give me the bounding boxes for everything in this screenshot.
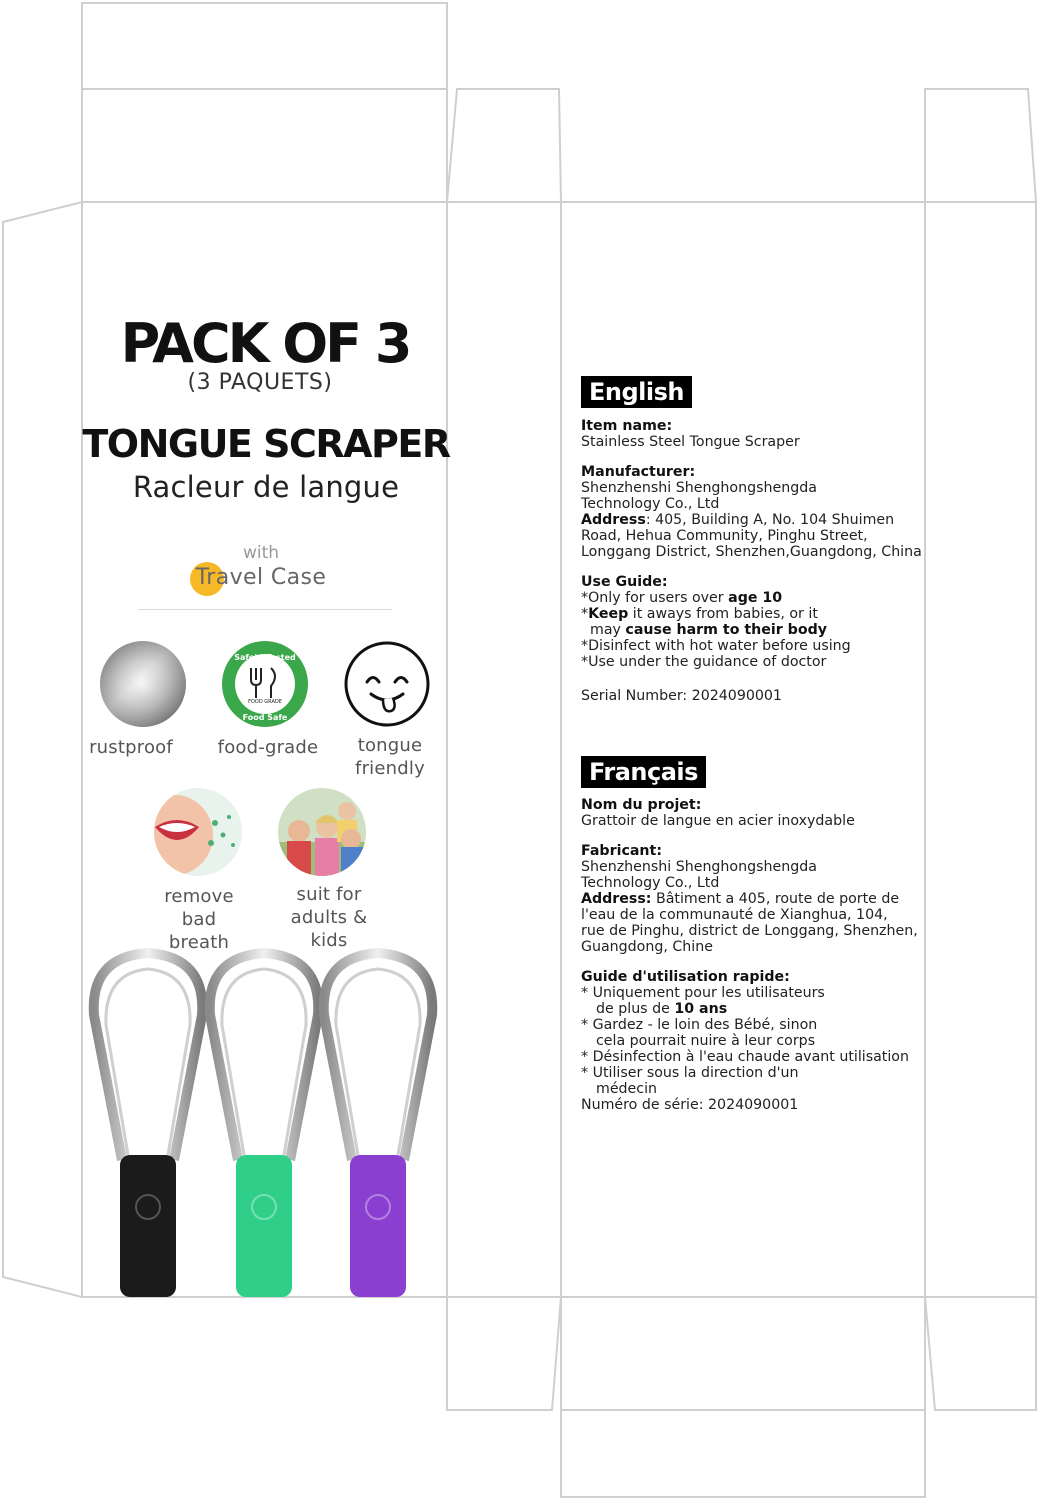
feature-label-line: bad breath [168, 909, 230, 953]
guide-text: * [581, 606, 589, 622]
guide-bold: age 10 [728, 590, 783, 606]
guide-bold: 10 ans [674, 1001, 728, 1017]
guide-text: * Uniquement pour les utilisateurs [581, 985, 825, 1001]
feature-label-food-grade: food-grade [217, 737, 319, 758]
scraper-black [94, 953, 203, 1297]
product-title: TONGUE SCRAPER [82, 422, 450, 466]
scraper-purple [324, 953, 433, 1297]
serial-number: Numéro de série: 2024090001 [581, 1097, 799, 1113]
pack-subtitle: (3 PAQUETS) [187, 370, 333, 395]
travel-case-label: Travel Case [195, 565, 327, 590]
manufacturer-line: Technology Co., Ltd [581, 875, 720, 891]
item-name-label: Nom du projet: [581, 797, 702, 813]
english-info [581, 418, 921, 704]
top-flap [82, 89, 447, 202]
divider [138, 609, 392, 610]
item-name-value: Stainless Steel Tongue Scraper [581, 434, 800, 450]
manufacturer-label: Fabricant: [581, 843, 662, 859]
guide-text: médecin [596, 1081, 658, 1097]
english-tag: English [581, 376, 692, 408]
guide-bold: cause harm to their body [625, 622, 827, 638]
bottom-tuck-flap [561, 1410, 925, 1497]
guide-text: *Disinfect with hot water before using [581, 638, 851, 654]
badge-center-text: FOOD GRADE [248, 699, 282, 705]
guide-text: * Utiliser sous la direction d'un [581, 1065, 799, 1081]
feature-label-suit-for-adults-kids [270, 883, 388, 952]
bottom-dust-flap-right [925, 1297, 1036, 1410]
address-line: rue de Pinghu, district de Longgang, Shenzhen, [581, 923, 918, 939]
badge-top-text: Safety Tested [234, 653, 296, 662]
top-dust-flap-left [447, 89, 561, 202]
badge-bottom-text: Food Safe [242, 713, 288, 722]
serial-number: Serial Number: 2024090001 [581, 688, 782, 704]
side-panel-right [925, 202, 1036, 1297]
guide-text: * Gardez - le loin des Bébé, sinon [581, 1017, 818, 1033]
guide-text: cela pourrait nuire à leur corps [596, 1033, 816, 1049]
address-line: Guangdong, Chine [581, 939, 713, 955]
top-dust-flap-right [925, 89, 1036, 202]
address-line: Longgang District, Shenzhen,Guangdong, China [581, 544, 922, 560]
tongue-scrapers-illustration [82, 945, 447, 1297]
guide-text: * Désinfection à l'eau chaude avant utilisation [581, 1049, 909, 1065]
french-tag: Français [581, 756, 706, 788]
guide-bold: Keep [588, 606, 629, 622]
bottom-dust-flap-left [447, 1297, 561, 1410]
address-line: : 405, Building A, No. 104 Shuimen [645, 512, 895, 528]
pack-title: PACK OF 3 [120, 312, 410, 375]
feature-label-line: suit for [296, 884, 362, 905]
scraper-handle [236, 1155, 292, 1297]
side-panel-left [447, 202, 561, 1297]
address-label: Address [581, 512, 646, 528]
address-label: Address: [581, 891, 652, 907]
feature-label-remove-bad-breath [150, 885, 248, 954]
feature-label-line: remove [164, 886, 234, 907]
manufacturer-line: Shenzhenshi Shenghongshengda [581, 480, 817, 496]
guide-text: *Only for users over [581, 590, 729, 606]
bottom-flap [561, 1297, 925, 1410]
guide-text: de plus de [596, 1001, 675, 1017]
top-tuck-flap [82, 3, 447, 89]
steel-disc-icon [99, 640, 187, 728]
guide-text: it aways from babies, or it [628, 606, 818, 622]
smiley-tongue-icon [343, 640, 431, 728]
item-name-label: Item name: [581, 418, 673, 434]
with-label: with [242, 543, 280, 563]
manufacturer-label: Manufacturer: [581, 464, 696, 480]
back-panel-outline [561, 202, 925, 1297]
use-guide-label: Use Guide: [581, 574, 668, 590]
address-line: Road, Hehua Community, Pinghu Street, [581, 528, 868, 544]
glue-flap [3, 202, 82, 1297]
family-photo-icon [277, 787, 367, 877]
feature-label-line: friendly [355, 758, 425, 779]
scraper-handle [120, 1155, 176, 1297]
guide-text: may [590, 622, 626, 638]
scraper-handle [350, 1155, 406, 1297]
address-line: l'eau de la communauté de Xianghua, 104, [581, 907, 888, 923]
manufacturer-line: Shenzhenshi Shenghongshengda [581, 859, 817, 875]
item-name-value: Grattoir de langue en acier inoxydable [581, 813, 855, 829]
guide-text: *Use under the guidance of doctor [581, 654, 827, 670]
food-grade-badge-icon [221, 640, 309, 728]
french-info [581, 797, 921, 1113]
scraper-green [210, 953, 319, 1297]
use-guide-label: Guide d'utilisation rapide: [581, 969, 790, 985]
feature-label-line: adults & kids [290, 907, 368, 951]
manufacturer-line: Technology Co., Ltd [581, 496, 720, 512]
feature-label-line: tongue [357, 735, 423, 756]
smile-fresh-breath-icon [153, 787, 243, 877]
address-line: Bâtiment a 405, route de porte de [651, 891, 900, 907]
feature-label-rustproof: rustproof [89, 737, 173, 758]
feature-label-tongue-friendly [343, 734, 437, 780]
product-subtitle: Racleur de langue [132, 470, 400, 504]
